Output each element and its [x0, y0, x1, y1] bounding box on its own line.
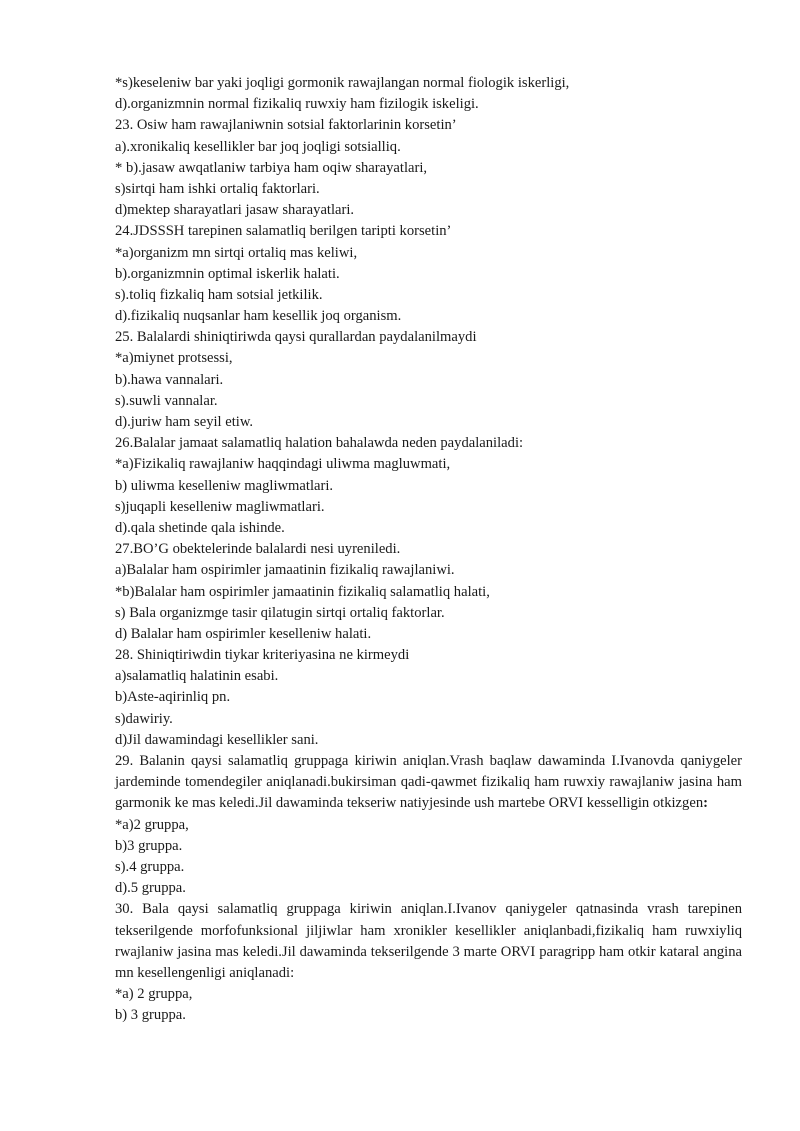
document-page — [115, 73, 742, 1027]
text-line: 23. Osiw ham rawajlaniwnin sotsial faktorlarinin korsetin’ — [115, 117, 457, 134]
text-line: d).qala shetinde qala ishinde. — [115, 519, 285, 536]
question-lines — [115, 73, 742, 751]
answer-option: s).4 gruppa. — [115, 858, 185, 875]
text-line: s).suwli vannalar. — [115, 392, 218, 409]
text-line: *a)Fizikaliq rawajlaniw haqqindagi uliwma magluwmati, — [115, 456, 451, 473]
text-line: s)sirtqi ham ishki ortaliq faktorlari. — [115, 180, 320, 197]
question-29-body: 29. Balanin qaysi salamatliq gruppaga kiriwin aniqlan.Vrash baqlaw dawaminda I.Ivanovda qaniygeler jardeminde tomendegiler aniqlanadi.bukirsiman qadi-qawmet fizikaliq ham ruwxiy rawajlaniw jasina ham garmonik ke mas keledi.Jil dawaminda tekseriw natiyjesinde ush martebe ORVI kesselligin otkizgen — [115, 753, 742, 812]
text-line: 28. Shiniqtiriwdin tiykar kriteriyasina ne kirmeydi — [115, 647, 410, 664]
text-line: *s)keseleniw bar yaki joqligi gormonik rawajlangan normal fiologik iskerligi, — [115, 75, 570, 91]
text-line: b) uliwma keselleniw magliwmatlari. — [115, 477, 334, 494]
text-line: *b)Balalar ham ospirimler jamaatinin fizikaliq salamatliq halati, — [115, 583, 490, 600]
answer-option: b)3 gruppa. — [115, 837, 183, 854]
text-line: d).juriw ham seyil etiw. — [115, 414, 254, 430]
text-line: a)Balalar ham ospirimler jamaatinin fizikaliq rawajlaniwi. — [115, 562, 455, 579]
text-line: 24.JDSSSH tarepinen salamatliq berilgen taripti korsetin’ — [115, 223, 452, 240]
answer-option: *a)2 gruppa, — [115, 816, 189, 833]
question-29-options — [115, 815, 742, 900]
text-line: d).organizmnin normal fizikaliq ruwxiy ham fizilogik iskeligi. — [115, 96, 479, 113]
text-line: d).fizikaliq nuqsanlar ham kesellik joq organism. — [115, 308, 402, 325]
question-30-body: 30. Bala qaysi salamatliq gruppaga kiriwin aniqlan.I.Ivanov qaniygeler qatnasinda vrash tarepinen tekserilgende morfofunksional jiljiwlar ham xronikler kesellikler aniqlanbadi,fizikaliq ham ruwxiyliq rwajlaniw jasina mas keledi.Jil dawaminda tekserilgende 3 marte ORVI paragripp ham otkir kataral angina mn kesellengenligi aniqlanadi: — [115, 901, 742, 981]
answer-option: b) 3 gruppa. — [115, 1007, 186, 1024]
answer-option: *a) 2 gruppa, — [115, 986, 193, 1003]
question-30-options — [115, 984, 742, 1026]
text-line: a).xronikaliq kesellikler bar joq joqligi sotsialliq. — [115, 138, 401, 155]
text-line: s).toliq fizkaliq ham sotsial jetkilik. — [115, 286, 323, 303]
text-line: b).hawa vannalari. — [115, 371, 224, 388]
text-line: *a)miynet protsessi, — [115, 350, 233, 367]
text-line: d) Balalar ham ospirimler keselleniw halati. — [115, 625, 372, 642]
question-29-text — [115, 751, 742, 815]
text-line: 25. Balalardi shiniqtiriwda qaysi qurallardan paydalanilmaydi — [115, 329, 477, 346]
question-30-text — [115, 899, 742, 984]
answer-option: d).5 gruppa. — [115, 880, 186, 897]
text-line: s)dawiriy. — [115, 710, 173, 727]
text-line: d)Jil dawamindagi kesellikler sani. — [115, 731, 319, 748]
text-line: s)juqapli keselleniw magliwmatlari. — [115, 498, 325, 515]
question-29-colon: : — [703, 795, 708, 812]
text-line: *a)organizm mn sirtqi ortaliq mas keliwi, — [115, 244, 358, 261]
text-line: b).organizmnin optimal iskerlik halati. — [115, 265, 340, 282]
text-line: 26.Balalar jamaat salamatliq halation bahalawda neden paydalaniladi: — [115, 435, 524, 452]
text-line: d)mektep sharayatlari jasaw sharayatlari. — [115, 202, 355, 219]
text-line: a)salamatliq halatinin esabi. — [115, 668, 279, 685]
text-line: * b).jasaw awqatlaniw tarbiya ham oqiw sharayatlari, — [115, 159, 428, 176]
text-line: 27.BO’G obektelerinde balalardi nesi uyreniledi. — [115, 541, 401, 558]
text-line: s) Bala organizmge tasir qilatugin sirtqi ortaliq faktorlar. — [115, 604, 445, 621]
text-line: b)Aste-aqirinliq pn. — [115, 689, 231, 706]
